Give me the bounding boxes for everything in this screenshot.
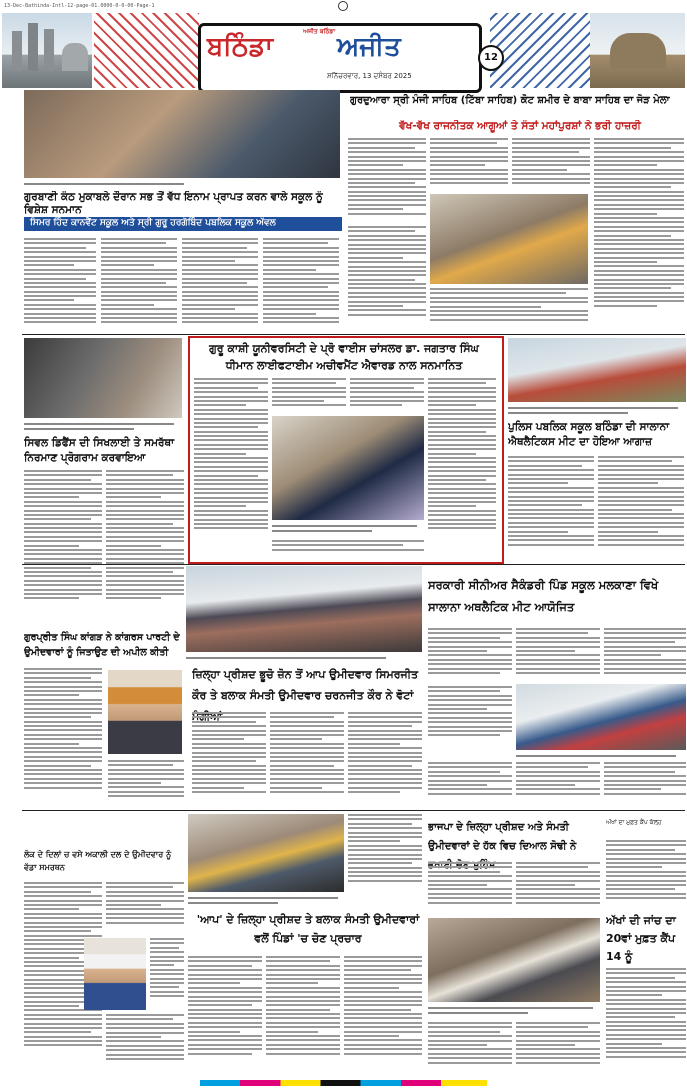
text-column — [263, 238, 339, 330]
photo-gurpreet-portrait — [108, 670, 182, 754]
civil-defence-headline: ਸਿਵਲ ਡਿਫੈਂਸ ਦੀ ਸਿਖਲਾਈ ਤੇ ਸਮਰੱਥਾ ਨਿਰਮਾਣ ਪ੍ਰੋਗਰਾਮ ਕਰਵਾਇਆ — [24, 437, 175, 464]
photo-aap-campaign — [188, 814, 344, 892]
photo-caption — [188, 894, 344, 908]
text-column — [512, 138, 590, 192]
text-column — [428, 378, 496, 554]
masthead-tag: ਅਜੀਤ ਬਠਿੰਡਾ — [303, 28, 336, 35]
school-award-headline: ਗੁਰਬਾਣੀ ਕੰਠ ਮੁਕਾਬਲੇ ਦੌਰਾਨ ਸਭ ਤੋਂ ਵੱਧ ਇਨਾਮ ਪ੍ਰਾਪਤ ਕਰਨ ਵਾਲੇ ਸਕੂਲ ਨੂੰ ਵਿਸ਼ੇਸ਼ ਸਨਮਾਨ — [24, 191, 323, 216]
text-column — [182, 238, 258, 330]
text-column — [150, 938, 184, 1010]
text-column — [344, 956, 422, 1072]
photo-caption — [272, 522, 424, 536]
photo-award-ceremony — [272, 416, 424, 520]
gurdwara-subhead: ਵੱਖ-ਵੱਖ ਰਾਜਨੀਤਕ ਆਗੂਆਂ ਤੇ ਸੰਤਾਂ ਮਹਾਂਪੁਰਸ਼ਾਂ ਨੇ ਭਰੀ ਹਾਜ਼ਰੀ — [399, 120, 641, 132]
text-column — [24, 470, 102, 620]
text-column — [348, 814, 422, 894]
photo-civil-defence — [24, 338, 182, 418]
aap-headline: 'ਆਪ' ਦੇ ਜ਼ਿਲ੍ਹਾ ਪ੍ਰੀਸ਼ਦ ਤੇ ਬਲਾਕ ਸੰਮਤੀ ਉਮੀਦਵਾਰਾਂ ਵਲੋਂ ਪਿੰਡਾਂ 'ਚ ਚੋਣ ਪ੍ਰਚਾਰ — [196, 913, 420, 945]
masthead-pattern-left — [94, 13, 199, 88]
text-column — [428, 628, 512, 682]
text-column — [270, 712, 344, 808]
photo-caption — [508, 404, 686, 418]
text-column — [428, 1022, 512, 1074]
photo-caption — [516, 752, 686, 759]
police-school-headline: ਪੁਲਿਸ ਪਬਲਿਕ ਸਕੂਲ ਬਠਿੰਡਾ ਦੀ ਸਾਲਾਨਾ ਐਥਲੈਟਿਕਸ ਮੀਟ ਦਾ ਹੋਇਆ ਆਗਾਜ਼ — [508, 421, 670, 448]
masthead-title-left: ਬਠਿੰਡਾ — [207, 32, 274, 62]
text-column — [428, 862, 512, 914]
photo-akali-leader-portrait — [84, 938, 146, 1010]
photo-gurdwara-leaders — [430, 194, 588, 284]
text-column — [108, 760, 184, 808]
photo-group-campaign — [186, 566, 422, 652]
text-column — [106, 882, 184, 934]
text-column — [606, 840, 686, 908]
photo-police-school-meet — [508, 338, 686, 402]
page-number: 12 — [478, 45, 504, 71]
masthead-date: ਸ਼ਨਿੱਚਰਵਾਰ, 13 ਦਸੰਬਰ 2025 — [327, 72, 412, 80]
gurpreet-headline: ਗੁਰਪ੍ਰੀਤ ਸਿੰਘ ਕਾਂਗੜ ਨੇ ਕਾਂਗਰਸ ਪਾਰਟੀ ਦੇ ਉਮੀਦਵਾਰਾਂ ਨੂੰ ਜਿਤਾਉਣ ਦੀ ਅਪੀਲ ਕੀਤੀ — [24, 632, 180, 658]
text-column — [604, 762, 686, 806]
text-column — [428, 686, 512, 746]
text-column — [192, 712, 266, 808]
masthead-title-box — [198, 23, 482, 93]
text-column — [516, 762, 600, 806]
text-column — [516, 862, 600, 914]
text-column — [428, 762, 512, 806]
text-column — [348, 138, 426, 222]
text-column — [508, 456, 594, 560]
text-column — [516, 628, 600, 682]
text-column — [24, 238, 96, 330]
registration-mark — [338, 1, 348, 11]
text-column — [101, 238, 177, 330]
gurdwara-headline: ਗੁਰਦੁਆਰਾ ਸ੍ਰੀ ਮੰਜੀ ਸਾਹਿਬ (ਟਿੱਬਾ ਸਾਹਿਬ) ਕੋਟ ਸ਼ਮੀਰ ਦੇ ਬਾਬਾ ਸਾਹਿਬ ਦਾ ਜੋੜ ਮੇਲਾ — [350, 95, 670, 106]
masthead — [0, 13, 687, 88]
bjp-headline: ਭਾਜਪਾ ਦੇ ਜ਼ਿਲ੍ਹਾ ਪ੍ਰੀਸ਼ਦ ਅਤੇ ਸੰਮਤੀ ਉਮੀਦਵਾਰਾਂ ਦੇ ਹੱਕ ਵਿਚ ਦਿਆਲ ਸੋਢੀ ਨੇ — [428, 822, 577, 852]
print-slug: 13-Dec-Bathinda-Intl-12-page-01.0000-0-0-00-Page-1 — [4, 3, 155, 9]
photo-caption — [24, 420, 182, 434]
text-column — [604, 628, 686, 682]
guru-kashi-headline: ਗੁਰੂ ਕਾਸ਼ੀ ਯੂਨੀਵਰਸਿਟੀ ਦੇ ਪ੍ਰੋ ਵਾਈਸ ਚਾਂਸਲਰ ਡਾ. ਜਗਤਾਰ ਸਿੰਘ ਧੀਮਾਨ ਲਾਈਫਟਾਈਮ ਅਚੀਵਮੈਂਟ ਐਵਾਰਡ ਨਾਲ ਸਨਮਾਨਿਤ — [209, 342, 479, 372]
photo-malkana-athletes — [516, 684, 686, 750]
zila-parishad-headline: ਜ਼ਿਲ੍ਹਾ ਪ੍ਰੀਸ਼ਦ ਭੂਚੋ ਜ਼ੋਨ ਤੋਂ ਆਪ ਉਮੀਦਵਾਰ ਸਿਮਰਜੀਤ ਕੌਰ ਤੇ ਬਲਾਕ ਸੰਮਤੀ ਉਮੀਦਵਾਰ ਚਰਨਜੀਤ ਕੌਰ ਨੇ ਵੋਟਾਂ — [192, 668, 419, 702]
text-column — [606, 968, 686, 1074]
text-column — [430, 138, 508, 192]
eye-camp-headline: ਅੱਖਾਂ ਦੀ ਜਾਂਚ ਦਾ 20ਵਾਂ ਮੁਫ਼ਤ ਕੈਂਪ 14 ਨੂੰ — [606, 914, 676, 963]
divider — [22, 564, 685, 565]
color-registration-strip — [200, 1080, 487, 1086]
school-award-subhead: ਸਿਮਰ ਹਿੰਦ ਕਾਨਵੈਂਟ ਸਕੂਲ ਅਤੇ ਸ੍ਰੀ ਗੁਰੂ ਹਰਗੋਬਿੰਦ ਪਬਲਿਕ ਸਕੂਲ ਅੱਵਲ — [24, 217, 342, 231]
text-column — [348, 712, 422, 808]
masthead-photo-power-plant — [2, 13, 92, 88]
divider — [22, 810, 685, 811]
text-column — [516, 1022, 600, 1074]
masthead-title-right: ਅਜੀਤ — [337, 32, 401, 62]
akali-headline: ਲੋਕ ਦੇ ਦਿਲਾਂ ਚ ਵਸੇ ਅਕਾਲੀ ਦਲ ਦੇ ਉਮੀਦਵਾਰ ਨੂੰ ਵੱਡਾ ਸਮਰਥਨ — [24, 850, 172, 872]
malkana-headline: ਸਰਕਾਰੀ ਸੀਨੀਅਰ ਸੈਕੰਡਰੀ ਪਿੰਡ ਸਕੂਲ ਮਲਕਾਣਾ ਵਿਖੇ ਸਾਲਾਨਾ ਅਥਲੈਟਿਕ ਮੀਟ ਆਯੋਜਿਤ — [428, 578, 659, 614]
text-column — [348, 226, 426, 328]
text-column — [266, 956, 340, 1072]
photo-caption — [24, 180, 234, 187]
text-column — [106, 1014, 184, 1072]
text-column — [24, 668, 102, 808]
text-column — [598, 456, 684, 560]
text-column — [188, 956, 262, 1072]
text-column — [430, 288, 588, 328]
text-column — [594, 138, 684, 328]
masthead-photo-fort — [590, 13, 685, 88]
divider — [22, 334, 685, 335]
photo-school-felicitation — [24, 90, 340, 178]
eye-camp-kicker: ਅੱਖਾਂ ਦਾ ਮੁਫ਼ਤ ਕੈਂਪ ਕੱਲ੍ਹ — [606, 819, 662, 826]
text-column — [272, 540, 424, 556]
photo-caption — [186, 654, 422, 661]
text-column — [350, 378, 424, 414]
text-column — [106, 470, 184, 620]
photo-bjp-meeting — [428, 918, 600, 1002]
photo-caption — [428, 1004, 600, 1018]
text-column — [194, 378, 268, 554]
masthead-pattern-right — [490, 13, 590, 88]
text-column — [272, 378, 346, 414]
